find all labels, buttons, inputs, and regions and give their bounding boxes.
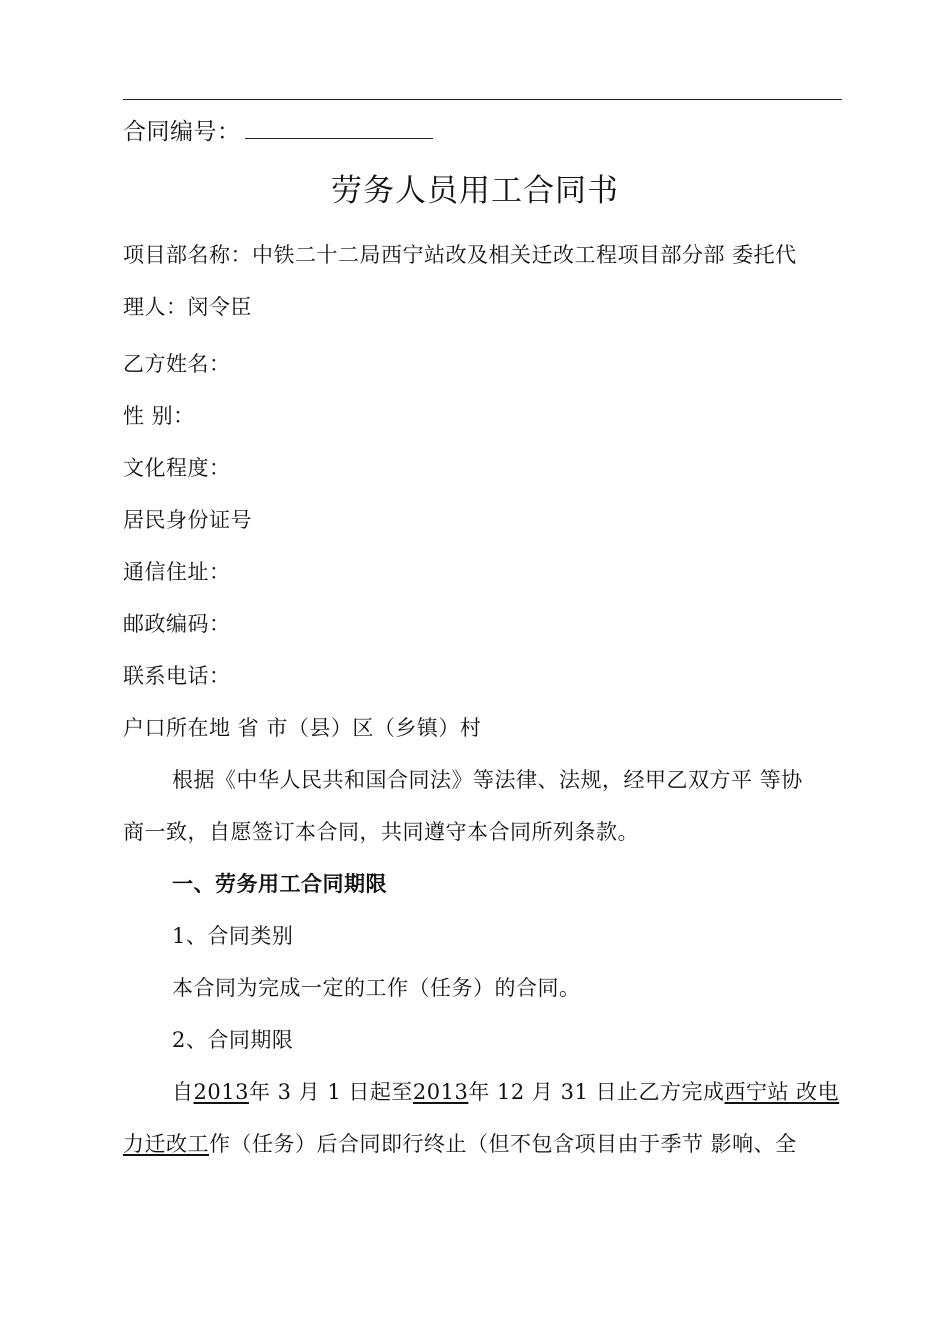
party-b-name: 乙方姓名： (123, 352, 231, 376)
item-1-heading: 1、合同类别 (172, 924, 294, 948)
term-work-name-part-1: 西宁站 改电 (724, 1080, 840, 1104)
agent-line: 理人：闵令臣 (123, 295, 252, 319)
party-b-gender: 性 别： (123, 404, 195, 428)
party-b-education: 文化程度： (123, 456, 231, 480)
term-line-2 (123, 1130, 797, 1158)
party-b-address: 通信住址： (123, 560, 231, 584)
contract-number-label: 合同编号： (123, 119, 241, 145)
party-b-hukou: 户口所在地 省 市（县）区（乡镇）村 (123, 716, 482, 740)
party-b-phone: 联系电话： (123, 664, 231, 688)
item-1-text: 本合同为完成一定的工作（任务）的合同。 (172, 976, 581, 1000)
preamble-line-1: 根据《中华人民共和国合同法》等法律、法规，经甲乙双方平 等协 (172, 768, 803, 792)
term-text-from: 自 (172, 1080, 194, 1104)
section-1-heading: 一、劳务用工合同期限 (172, 872, 387, 896)
contract-number-blank (245, 138, 433, 139)
term-text-start-date: 年 3 月 1 日起至 (248, 1080, 413, 1104)
item-2-heading: 2、合同期限 (172, 1028, 294, 1052)
term-end-year: 2013 (412, 1080, 469, 1104)
header-rule (123, 99, 842, 100)
term-start-year: 2013 (193, 1080, 249, 1104)
project-dept-line: 项目部名称：中铁二十二局西宁站改及相关迁改工程项目部分部 委托代 (123, 243, 797, 267)
document-title: 劳务人员用工合同书 (331, 173, 619, 209)
preamble-line-2: 商一致，自愿签订本合同，共同遵守本合同所列条款。 (123, 820, 639, 844)
party-b-id-number: 居民身份证号 (123, 508, 252, 532)
party-b-postal-code: 邮政编码： (123, 612, 231, 636)
term-text-end-date: 年 12 月 31 日止乙方完成 (468, 1080, 725, 1104)
term-text-continued: 作（任务）后合同即行终止（但不包含项目由于季节 影响、全 (209, 1132, 797, 1156)
term-line-1 (172, 1078, 839, 1106)
term-work-name-part-2: 力迁改工 (123, 1132, 209, 1156)
contract-number-line (123, 118, 433, 146)
